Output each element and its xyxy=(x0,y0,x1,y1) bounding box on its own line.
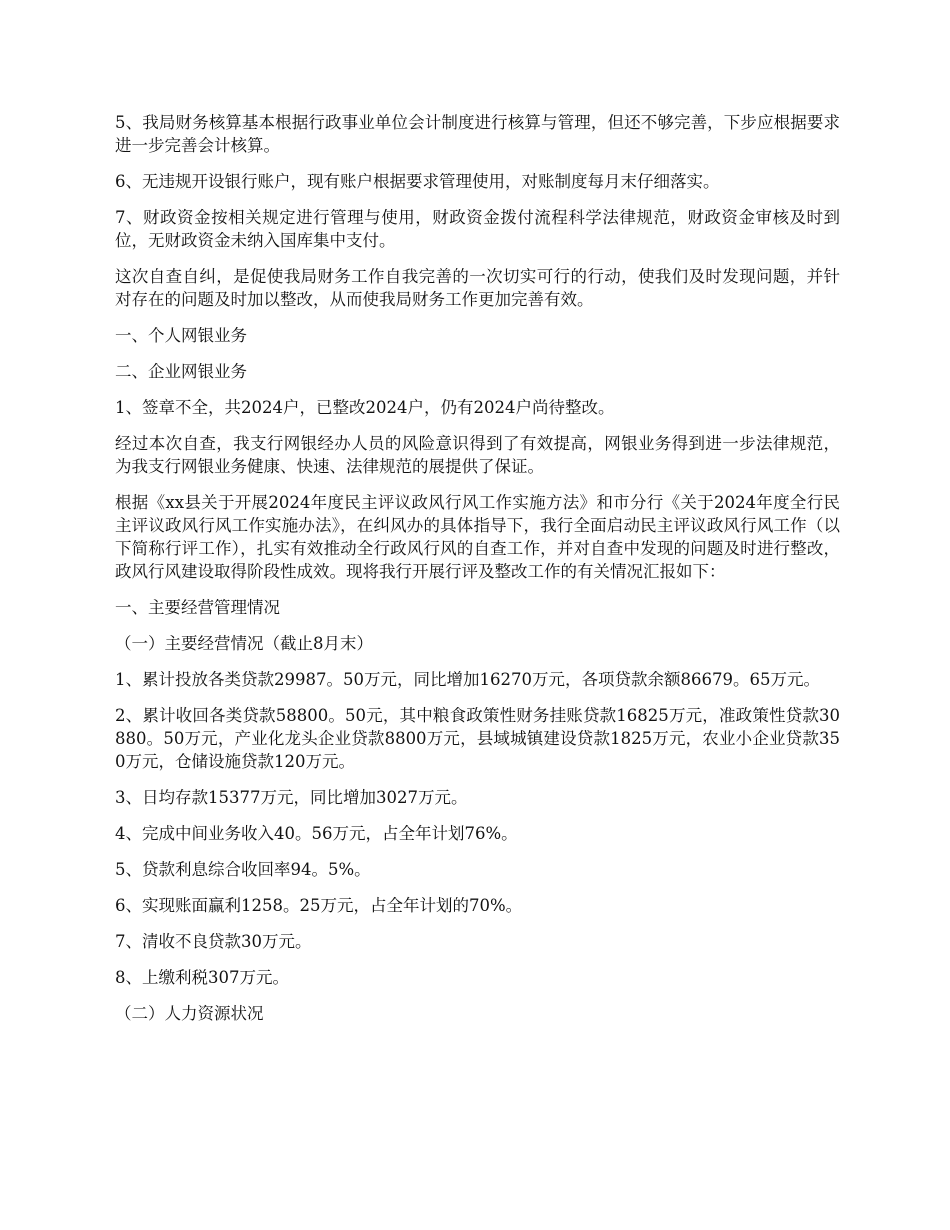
list-item-intermediate-income: 4、完成中间业务收入40。56万元，占全年计划76%。 xyxy=(115,824,518,843)
paragraph-bank-accounts: 6、无违规开设银行账户，现有账户根据要求管理使用，对账制度每月末仔细落实。 xyxy=(115,172,720,191)
heading-enterprise-online-banking: 二、企业网银业务 xyxy=(115,362,247,381)
list-item-loans-recovered: 2、累计收回各类贷款58800。50元，其中粮食政策性财务挂账贷款16825万元，准政策性贷款30880。50万元，产业化龙头企业贷款8800万元，县域城镇建设贷款1825万元，农业小企业贷款350万元，仓储设施贷款120万元。 xyxy=(115,706,840,771)
paragraph-finance-accounting: 5、我局财务核算基本根据行政事业单位会计制度进行核算与管理，但还不够完善，下步应根据要求进一步完善会计核算。 xyxy=(115,113,840,155)
document-body xyxy=(115,111,840,1038)
list-item-bad-loans: 7、清收不良贷款30万元。 xyxy=(115,932,312,951)
heading-personal-online-banking: 一、个人网银业务 xyxy=(115,326,247,345)
paragraph-risk-awareness: 经过本次自查，我支行网银经办人员的风险意识得到了有效提高，网银业务得到进一步法律规范，为我支行网银业务健康、快速、法律规范的展提供了保证。 xyxy=(115,434,840,476)
list-item-daily-deposits: 3、日均存款15377万元，同比增加3027万元。 xyxy=(115,788,468,807)
list-item-interest-recovery: 5、贷款利息综合收回率94。5%。 xyxy=(115,860,371,879)
paragraph-self-inspection-summary: 这次自查自纠，是促使我局财务工作自我完善的一次切实可行的行动，使我们及时发现问题，并针对存在的问题及时加以整改，从而使我局财务工作更加完善有效。 xyxy=(115,267,840,309)
subheading-operations-status: （一）主要经营情况（截止8月末） xyxy=(115,634,373,653)
paragraph-fiscal-funds: 7、财政资金按相关规定进行管理与使用，财政资金拨付流程科学法律规范，财政资金审核及时到位，无财政资金未纳入国库集中支付。 xyxy=(115,208,840,250)
paragraph-evaluation-intro: 根据《xx县关于开展2024年度民主评议政风行风工作实施方法》和市分行《关于2024年度全行民主评议政风行风工作实施办法》，在纠风办的具体指导下，我行全面启动民主评议政风行风工作（以下简称行评工作），扎实有效推动全行政风行风的自查工作，并对自查中发现的问题及时进行整改，政风行风建设取得阶段性成效。现将我行开展行评及整改工作的有关情况汇报如下： xyxy=(115,493,840,581)
subheading-human-resources: （二）人力资源状况 xyxy=(115,1004,264,1023)
paragraph-signature-incomplete: 1、签章不全，共2024户，已整改2024户，仍有2024户尚待整改。 xyxy=(115,398,615,417)
heading-main-operations: 一、主要经营管理情况 xyxy=(115,598,280,617)
list-item-book-profit: 6、实现账面赢利1258。25万元，占全年计划的70%。 xyxy=(115,896,523,915)
list-item-taxes-paid: 8、上缴利税307万元。 xyxy=(115,968,289,987)
list-item-loans-issued: 1、累计投放各类贷款29987。50万元，同比增加16270万元，各项贷款余额86679。65万元。 xyxy=(115,670,820,689)
